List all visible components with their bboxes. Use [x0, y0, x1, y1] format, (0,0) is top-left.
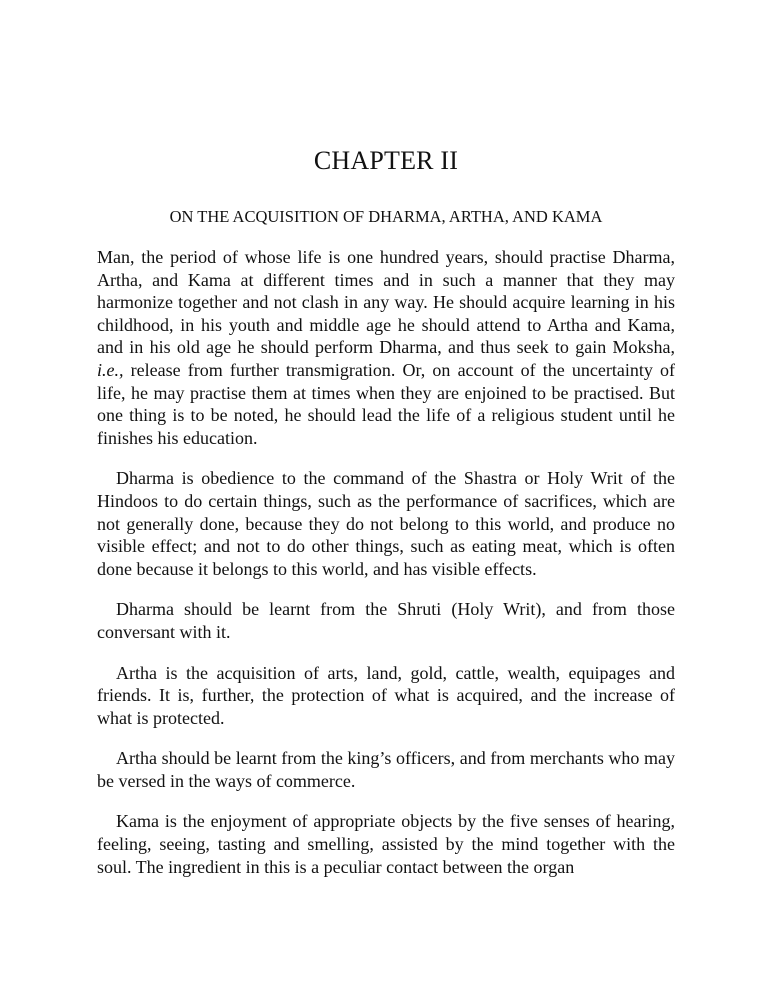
paragraph-4: Artha is the acquisition of arts, land, gold, cattle, wealth, equipages and friends. It is, further, the protection of what is acquired, and the increase of what is protected. — [97, 662, 675, 728]
paragraph-1 — [97, 246, 675, 449]
body-text — [97, 246, 675, 896]
paragraph-1-text-start: Man, the period of whose life is one hundred years, should practise Dharma, Artha, and Kama at different times and in such a manner that they may harmonize together and not clash in any way. He should acquire learning in his childhood, in his youth and middle age he should attend to Artha and Kama, and in his old age he should perform Dharma, and thus seek to gain Moksha, — [97, 247, 675, 358]
chapter-title: CHAPTER II — [313, 146, 459, 175]
paragraph-6: Kama is the enjoyment of appropriate objects by the five senses of hearing, feeling, seeing, tasting and smelling, assisted by the mind together with the soul. The ingredient in this is a peculiar contact between the organ — [97, 811, 675, 877]
paragraph-3: Dharma should be learnt from the Shruti (Holy Writ), and from those conversant with it. — [97, 599, 675, 642]
paragraph-5: Artha should be learnt from the king’s officers, and from merchants who may be versed in the ways of commerce. — [97, 748, 675, 791]
paragraph-2: Dharma is obedience to the command of the Shastra or Holy Writ of the Hindoos to do certain things, such as the performance of sacrifices, which are not generally done, because they do not belong to this world, and produce no visible effect; and not to do other things, such as eating meat, which is often done because it belongs to this world, and has visible effects. — [97, 468, 675, 579]
paragraph-1-italic-ie: i.e., — [97, 359, 124, 380]
section-heading: ON THE ACQUISITION OF DHARMA, ARTHA, AND KAMA — [169, 207, 603, 226]
paragraph-1-text-end: release from further transmigration. Or, on account of the uncertainty of life, he may practise them at times when they are enjoined to be practised. But one thing is to be noted, he should lead the life of a religious student until he finishes his education. — [97, 359, 675, 448]
